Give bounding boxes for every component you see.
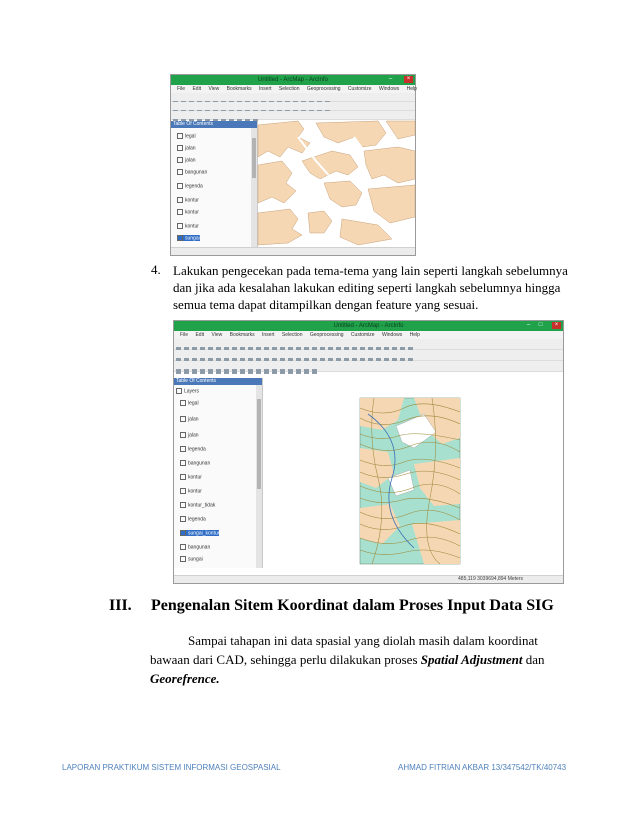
toc-title: Table Of Contents bbox=[174, 378, 262, 385]
toc-scrollbar[interactable] bbox=[251, 128, 257, 248]
toc-layer[interactable]: jalan bbox=[177, 145, 196, 151]
step-number: 4. bbox=[151, 262, 161, 277]
toolbar-tools[interactable] bbox=[174, 350, 563, 361]
toc-layer[interactable]: jalan bbox=[180, 432, 199, 438]
coordinate-readout: 485,119 3039694,894 Meters bbox=[458, 576, 523, 582]
toolbar-tools[interactable] bbox=[171, 102, 415, 111]
menu-bar bbox=[171, 85, 415, 93]
menu-selection[interactable]: Selection bbox=[281, 332, 303, 338]
menu-selection[interactable]: Selection bbox=[278, 86, 300, 92]
toc-layer[interactable]: kontur bbox=[177, 197, 199, 203]
menu-insert[interactable]: Insert bbox=[262, 332, 275, 338]
map-view[interactable] bbox=[264, 378, 554, 568]
close-button[interactable]: × bbox=[404, 76, 413, 83]
section-title: Pengenalan Sitem Koordinat dalam Proses Input Data SIG bbox=[151, 597, 554, 614]
menu-windows[interactable]: Windows bbox=[378, 86, 400, 92]
toolbar-editor[interactable] bbox=[174, 361, 563, 372]
arcmap-screenshot-2 bbox=[173, 320, 564, 584]
toc-layer[interactable]: bangunan bbox=[177, 169, 207, 175]
toc-layer[interactable]: bangunan bbox=[180, 460, 210, 466]
toc-layer[interactable]: sungai bbox=[180, 556, 203, 562]
toc-layer[interactable]: bangunan bbox=[180, 544, 210, 550]
menu-geoprocessing[interactable]: Geoprocessing bbox=[309, 332, 344, 338]
toc-layer[interactable]: kontur_tidak bbox=[180, 502, 215, 508]
toc-layer[interactable]: kontur bbox=[180, 474, 202, 480]
menu-edit[interactable]: Edit bbox=[192, 86, 202, 92]
status-bar bbox=[171, 247, 415, 255]
menu-bar bbox=[174, 331, 563, 339]
toc-scrollbar[interactable] bbox=[256, 385, 262, 568]
menu-windows[interactable]: Windows bbox=[381, 332, 403, 338]
toc-layer[interactable]: jalan bbox=[177, 157, 196, 163]
menu-customize[interactable]: Customize bbox=[347, 86, 372, 92]
menu-file[interactable]: File bbox=[180, 332, 189, 338]
toc-layer[interactable]: legenda bbox=[180, 446, 206, 452]
close-button[interactable]: × bbox=[552, 322, 561, 329]
menu-bookmarks[interactable]: Bookmarks bbox=[229, 332, 255, 338]
step-text: Lakukan pengecekan pada tema-tema yang lain seperti langkah sebelumnya dan jika ada kesalahan lakukan editing seperti langkah sebelumnya hingga semua tema dapat ditampilkan dengan feature yang sesuai. bbox=[173, 263, 568, 312]
emphasis-georefrence: Georefrence. bbox=[150, 671, 220, 686]
toc-layer[interactable]: kontur bbox=[180, 488, 202, 494]
toc-layer[interactable]: legenda bbox=[180, 516, 206, 522]
toc-layer[interactable]: Layers bbox=[176, 388, 199, 394]
toc-layer[interactable]: kontur bbox=[177, 209, 199, 215]
menu-help[interactable]: Help bbox=[409, 332, 420, 338]
menu-edit[interactable]: Edit bbox=[195, 332, 205, 338]
section-number: III. bbox=[109, 597, 132, 614]
body-paragraph bbox=[150, 631, 570, 688]
toolbar-standard[interactable] bbox=[174, 339, 563, 350]
paragraph-text: dan bbox=[522, 652, 545, 667]
menu-help[interactable]: Help bbox=[406, 86, 417, 92]
menu-bookmarks[interactable]: Bookmarks bbox=[226, 86, 252, 92]
menu-customize[interactable]: Customize bbox=[350, 332, 375, 338]
menu-geoprocessing[interactable]: Geoprocessing bbox=[306, 86, 341, 92]
table-of-contents bbox=[174, 378, 263, 568]
toc-title: Table Of Contents bbox=[171, 121, 257, 128]
menu-file[interactable]: File bbox=[177, 86, 186, 92]
toc-layer[interactable]: jalan bbox=[180, 416, 199, 422]
table-of-contents bbox=[171, 121, 258, 248]
arcmap-screenshot-1 bbox=[170, 74, 416, 256]
status-bar bbox=[174, 575, 563, 583]
menu-view[interactable]: View bbox=[211, 332, 223, 338]
emphasis-spatial-adjustment: Spatial Adjustment bbox=[420, 652, 523, 667]
paragraph-text: Sampai tahapan ini data spasial yang diolah masih dalam koordinat bawaan dari CAD, sehingga perlu dilakukan proses bbox=[150, 633, 538, 667]
menu-view[interactable]: View bbox=[208, 86, 220, 92]
minimize-button[interactable]: – bbox=[526, 322, 531, 328]
map-view[interactable] bbox=[258, 121, 415, 245]
toc-layer[interactable]: legal bbox=[177, 133, 196, 139]
window-titlebar bbox=[171, 75, 415, 85]
maximize-button[interactable]: □ bbox=[538, 322, 543, 328]
toc-layer[interactable]: legenda bbox=[177, 183, 203, 189]
toolbar-editor[interactable] bbox=[171, 111, 415, 120]
footer-report-title: LAPORAN PRAKTIKUM SISTEM INFORMASI GEOSPASIAL bbox=[62, 763, 281, 772]
toc-layer[interactable]: kontur bbox=[177, 223, 199, 229]
window-titlebar bbox=[174, 321, 563, 331]
footer-author: AHMAD FITRIAN AKBAR 13/347542/TK/40743 bbox=[398, 763, 567, 772]
menu-insert[interactable]: Insert bbox=[259, 86, 272, 92]
window-title: Untitled - ArcMap - ArcInfo bbox=[333, 323, 404, 329]
toc-layer[interactable]: legal bbox=[180, 400, 199, 406]
toc-layer-selected[interactable]: sungai bbox=[177, 235, 200, 241]
window-title: Untitled - ArcMap - ArcInfo bbox=[257, 77, 329, 83]
toc-layer-selected[interactable]: sungai_kontur bbox=[180, 530, 219, 536]
minimize-button[interactable]: – bbox=[388, 76, 393, 82]
toolbar-standard[interactable] bbox=[171, 93, 415, 102]
